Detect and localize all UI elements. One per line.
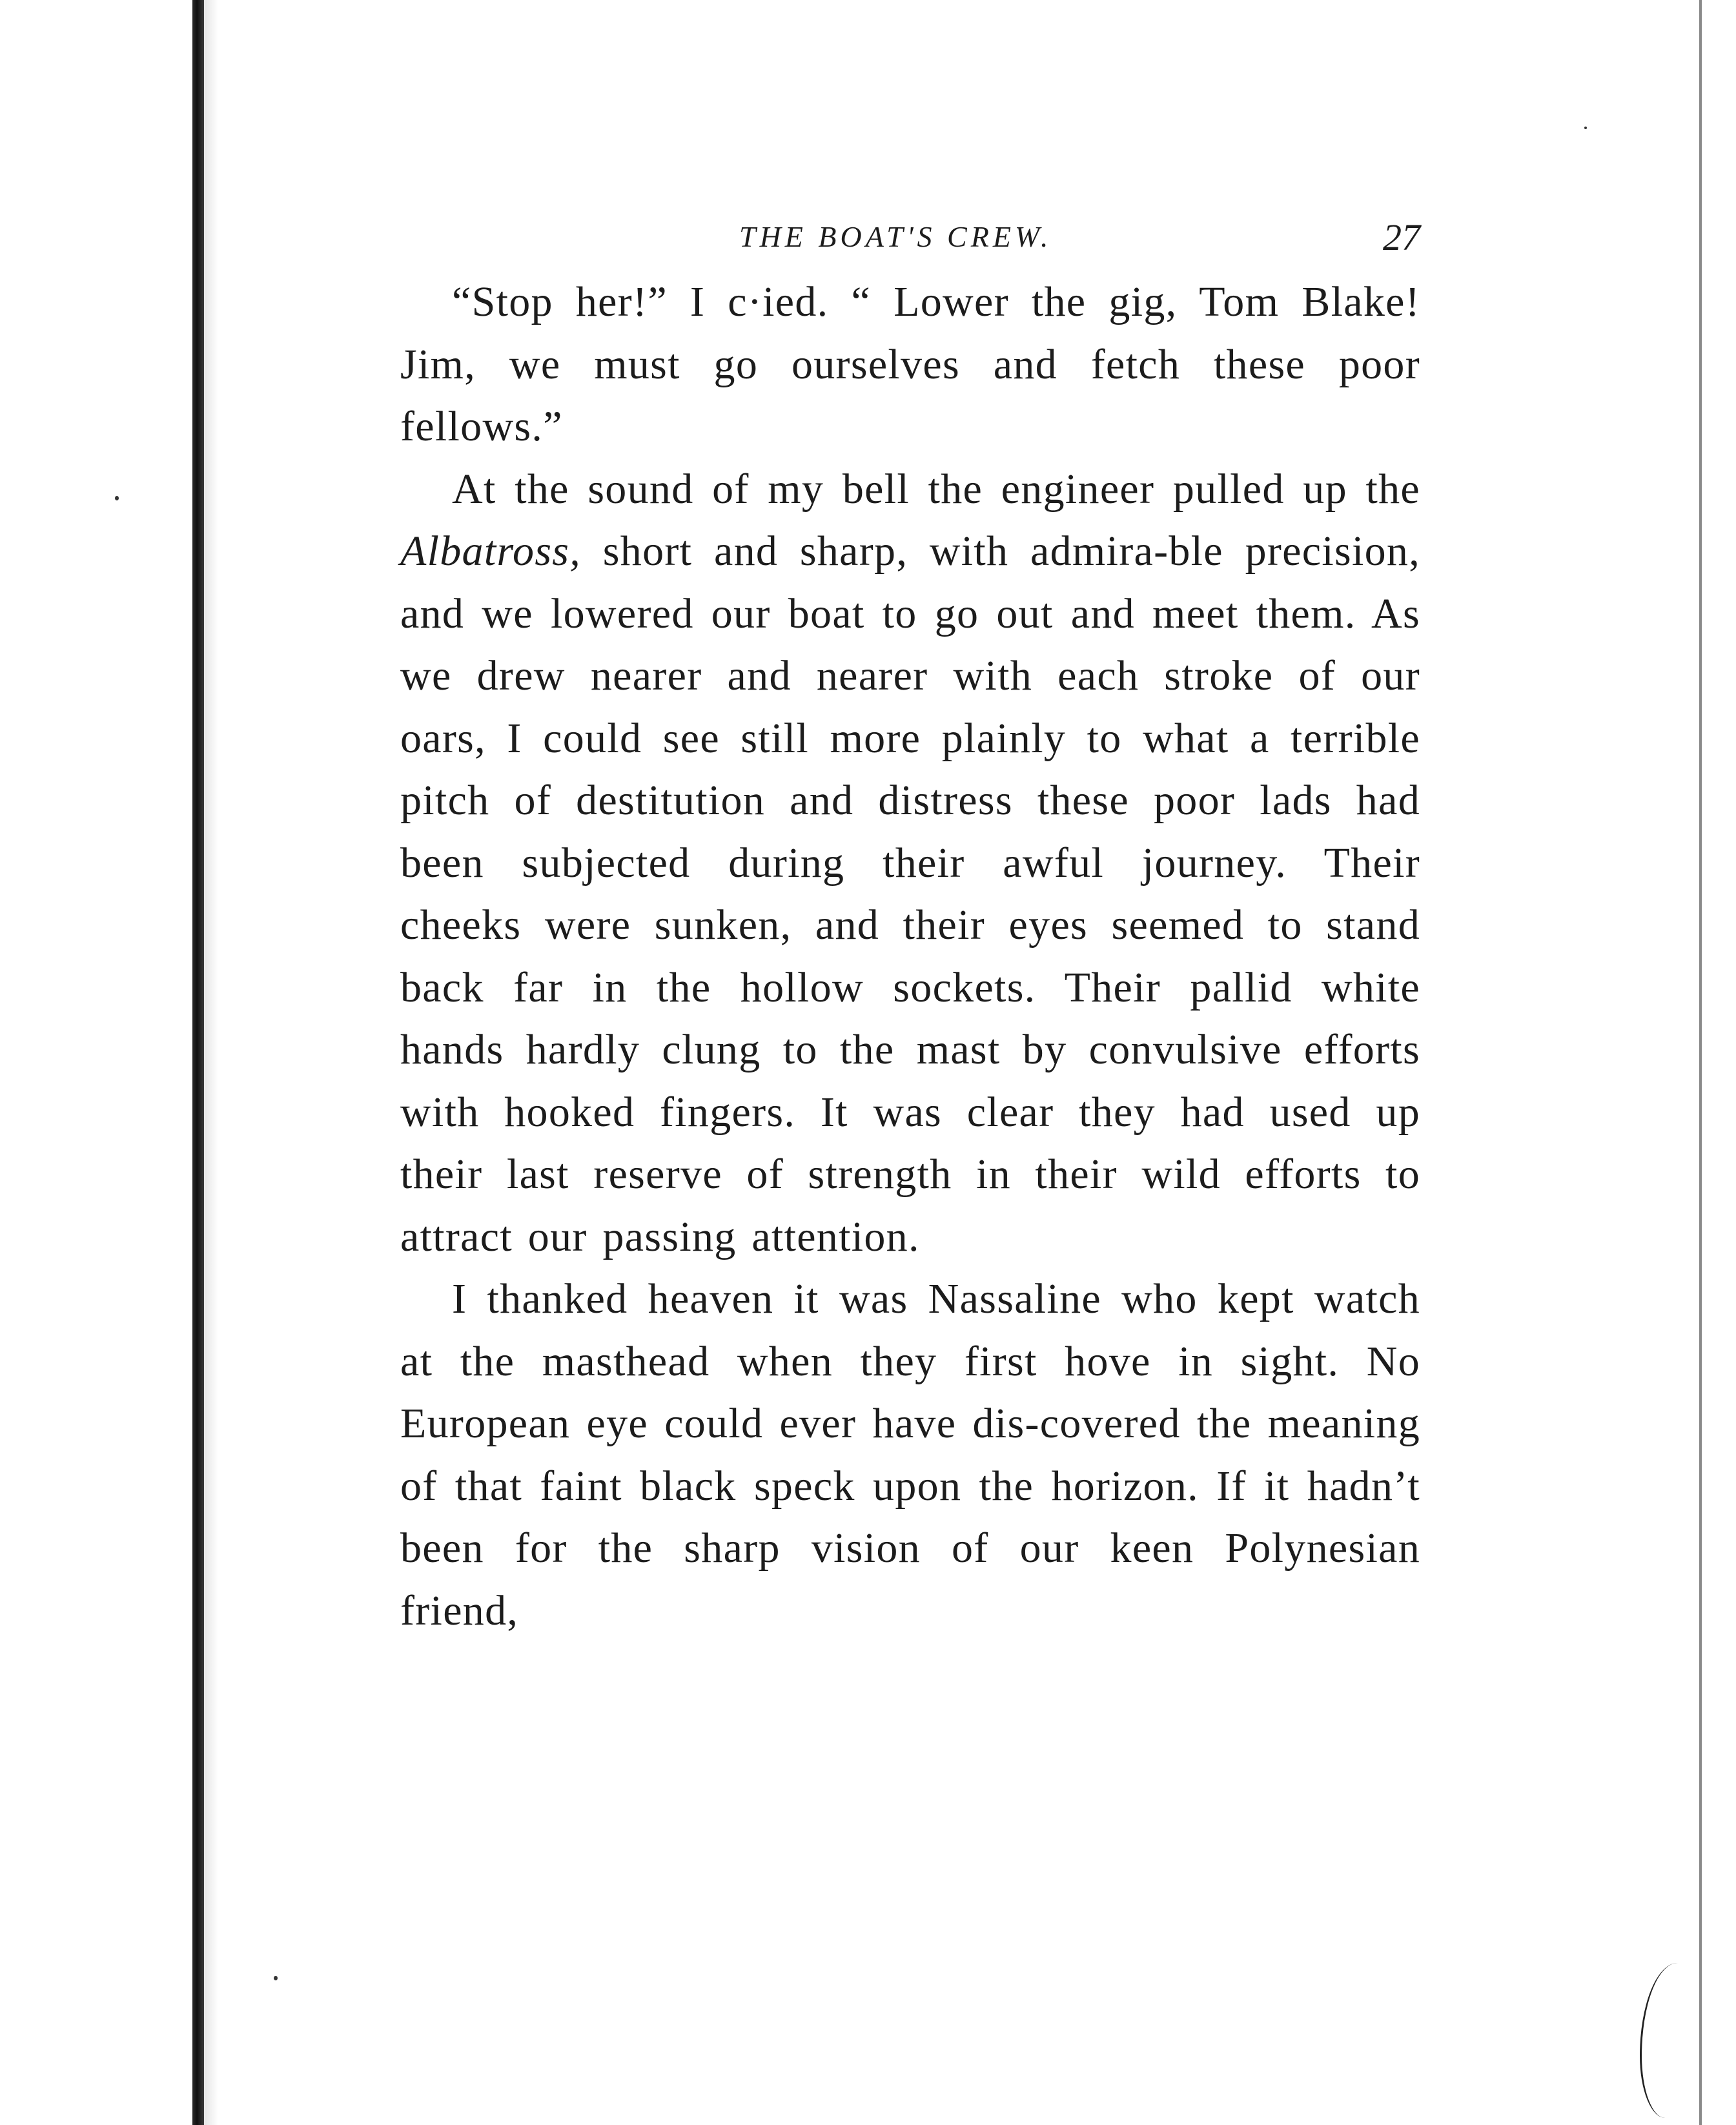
paragraph-2-start: At the sound of my bell the engineer pulled up the (452, 465, 1420, 513)
scan-speck (1584, 127, 1587, 129)
book-page (400, 213, 1420, 1642)
body-text (400, 271, 1420, 1642)
running-title: THE BOAT'S CREW. (739, 220, 1052, 253)
scan-speck (274, 1976, 278, 1980)
paragraph-3: I thanked heaven it was Nassaline who kept watch at the masthead when they first hove in sight. No European eye could ever have dis-covered the meaning of that faint black speck upon the horizon. If it hadn’t been for the sharp vision of our keen Polynesian friend, (400, 1275, 1420, 1634)
gutter-shadow (204, 0, 218, 2125)
paragraph-2 (400, 458, 1420, 1269)
running-head (400, 213, 1420, 271)
page-curl (1640, 1963, 1703, 2118)
paragraph-2-rest: short and sharp, with admira-ble precision, and we lowered our boat to go out and meet them. As we drew nearer and nearer with each stroke of our oars, I could see still more plainly to what a terrible pitch of destitution and distress these poor lads had been subjected during their awful journey. Their cheeks were sunken, and their eyes seemed to stand back far in the hollow sockets. Their pallid white hands hardly clung to the mast by convulsive efforts with hooked fingers. It was clear they had used up their last reserve of strength in their wild efforts to attract our passing attention. (400, 528, 1420, 1260)
ship-name: Albatross, (400, 528, 582, 575)
binding-gutter (192, 0, 204, 2125)
paragraph-1: “Stop her!” I c·ied. “ Lower the gig, Tom Blake! Jim, we must go ourselves and fetch these poor fellows.” (400, 278, 1420, 450)
scan-speck (115, 496, 119, 500)
page-number: 27 (1383, 216, 1420, 258)
page-edge (1699, 0, 1702, 2125)
